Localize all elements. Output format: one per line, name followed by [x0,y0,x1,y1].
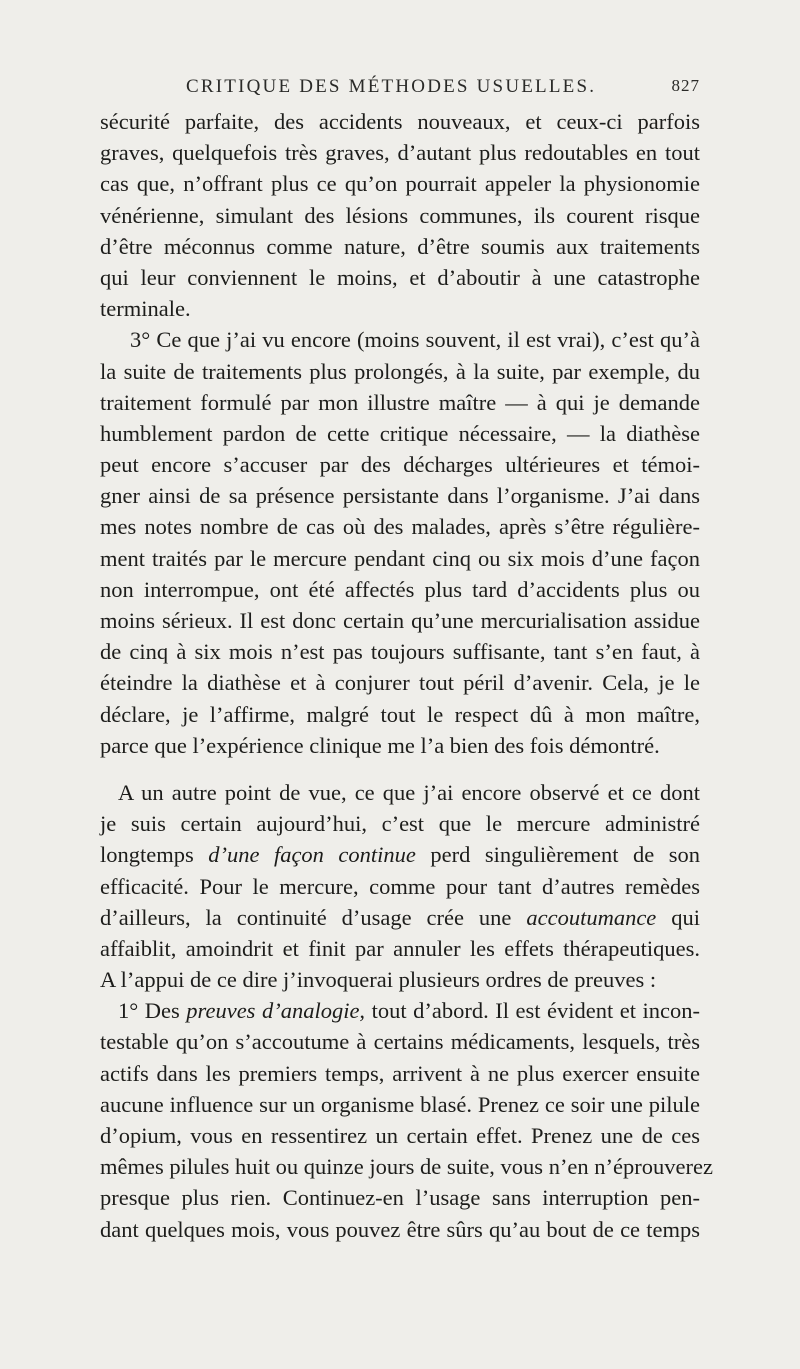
text-line [100,902,700,933]
text-line: dant quelques mois, vous pouvez être sûrs qu’au bout de ce temps [100,1216,700,1242]
text-line: vénérienne, simulant des lésions communes, ils courent risque [100,202,700,228]
text-line: d’être méconnus comme nature, d’être soumis aux traitements [100,233,700,259]
text-line: efficacité. Pour le mercure, comme pour tant d’autres remèdes [100,873,700,899]
body-text [100,106,713,1245]
page-number: 827 [671,76,700,95]
text-line: gner ainsi de sa présence persistante dans l’organisme. J’ai dans [100,483,700,509]
text-line: la suite de traitements plus prolongés, à la suite, par exemple, du [100,358,700,384]
text-line: presque plus rien. Continuez-en l’usage sans interruption pen- [100,1185,700,1211]
text-line: éteindre la diathèse et à conjurer tout péril d’avenir. Cela, je le [100,670,700,696]
text-line [100,839,700,870]
text-line: mêmes pilules huit ou quinze jours de suite, vous n’en n’éprouverez [100,1154,713,1180]
text-line: cas que, n’offrant plus ce qu’on pourrait appeler la physionomie [100,171,700,197]
text-line: de cinq à six mois n’est pas toujours suffisante, tant s’en faut, à [100,639,700,665]
italic-phrase: preuves d’analogie, [186,998,366,1024]
text-line: 3° Ce que j’ai vu encore (moins souvent, il est vrai), c’est qu’à [130,327,700,353]
text-line: actifs dans les premiers temps, arrivent à ne plus exercer ensuite [100,1060,700,1086]
text-run: perd singulièrement de son [430,842,701,868]
text-line: déclare, je l’affirme, malgré tout le respect dû à mon maître, [100,701,700,727]
italic-phrase: d’une façon continue [208,842,416,868]
text-run: qui [671,904,700,930]
text-line: moins sérieux. Il est donc certain qu’une mercurialisation assidue [100,608,700,633]
text-line: sécurité parfaite, des accidents nouveaux, et ceux-ci parfois [100,109,700,134]
text-line: qui leur conviennent le moins, et d’aboutir à une catastrophe [100,264,700,290]
text-run: 1° Des [118,998,180,1024]
text-line: A un autre point de vue, ce que j’ai encore observé et ce dont [118,779,700,805]
text-line: je suis certain aujourd’hui, c’est que le mercure administré [100,811,700,837]
paragraph-gap [100,761,700,777]
text-run: tout d’abord. Il est évident et incon- [371,998,701,1024]
italic-phrase: accoutumance [526,904,657,930]
text-line: aucune influence sur un organisme blasé. Prenez ce soir une pilule [100,1091,700,1117]
text-line [100,995,700,1026]
text-line: ment traités par le mercure pendant cinq ou six mois d’une façon [100,545,700,571]
text-line: parce que l’expérience clinique me l’a bien des fois démontré. [100,732,660,758]
running-title: CRITIQUE DES MÉTHODES USUELLES. [186,76,597,97]
text-line: A l’appui de ce dire j’invoquerai plusieurs ordres de preuves : [100,967,657,993]
text-run: d’ailleurs, la continuité d’usage crée une [100,904,512,930]
text-line: peut encore s’accuser par des décharges ultérieures et témoi- [100,452,700,478]
text-line: humblement pardon de cette critique nécessaire, — la diathèse [100,420,700,446]
text-line: mes notes nombre de cas où des malades, après s’être régulière- [100,514,700,540]
text-line: traitement formulé par mon illustre maître — à qui je demande [100,389,700,415]
page-header [100,76,700,106]
text-line: d’opium, vous en ressentirez un certain effet. Prenez une de ces [100,1123,700,1148]
text-line: non interrompue, ont été affectés plus tard d’accidents plus ou [100,576,700,602]
text-line: testable qu’on s’accoutume à certains médicaments, lesquels, très [100,1029,700,1055]
text-line: terminale. [100,296,191,322]
text-line: graves, quelquefois très graves, d’autant plus redoutables en tout [100,140,700,166]
text-line: affaiblit, amoindrit et finit par annuler les effets thérapeutiques. [100,935,700,961]
text-run: longtemps [100,842,194,868]
